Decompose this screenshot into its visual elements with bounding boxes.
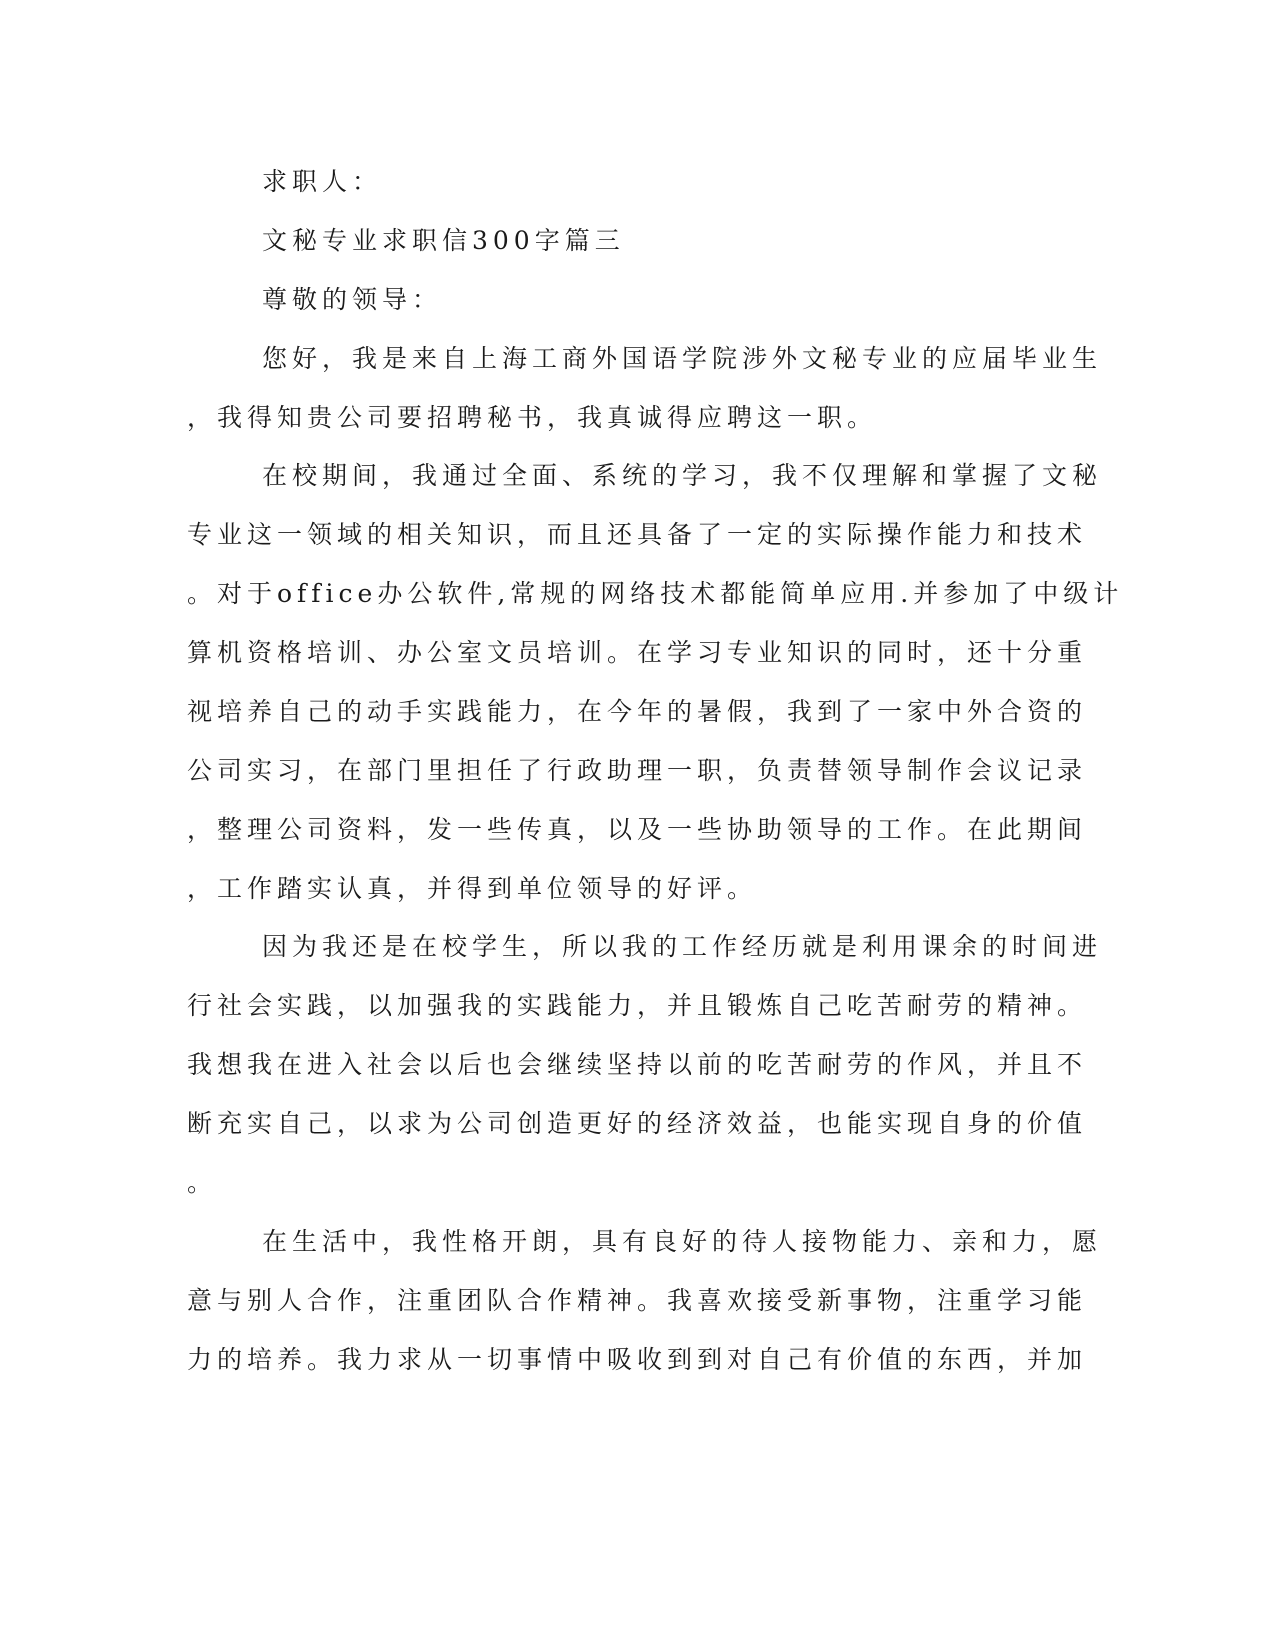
paragraph-line: 行社会实践，以加强我的实践能力，并且锻炼自己吃苦耐劳的精神。 <box>187 991 1088 1020</box>
paragraph-line: 断充实自己，以求为公司创造更好的经济效益，也能实现自身的价值 <box>187 1109 1088 1138</box>
paragraph-line: 。对于office办公软件,常规的网络技术都能简单应用.并参加了中级计 <box>187 579 1124 608</box>
paragraph-line: 您好，我是来自上海工商外国语学院涉外文秘专业的应届毕业生 <box>262 344 1103 373</box>
paragraph-line: 力的培养。我力求从一切事情中吸收到到对自己有价值的东西，并加 <box>187 1345 1088 1374</box>
paragraph-line: 在校期间，我通过全面、系统的学习，我不仅理解和掌握了文秘 <box>262 461 1103 490</box>
paragraph-line: 。 <box>187 1168 218 1197</box>
paragraph-line: ，工作踏实认真，并得到单位领导的好评。 <box>187 874 758 903</box>
paragraph-line: 视培养自己的动手实践能力，在今年的暑假，我到了一家中外合资的 <box>187 697 1088 726</box>
paragraph-line: 因为我还是在校学生，所以我的工作经历就是利用课余的时间进 <box>262 932 1103 961</box>
paragraph-line: 意与别人合作，注重团队合作精神。我喜欢接受新事物，注重学习能 <box>187 1286 1088 1315</box>
paragraph-line: 专业这一领域的相关知识，而且还具备了一定的实际操作能力和技术 <box>187 520 1088 549</box>
paragraph-line: 公司实习，在部门里担任了行政助理一职，负责替领导制作会议记录 <box>187 756 1088 785</box>
paragraph-line: 我想我在进入社会以后也会继续坚持以前的吃苦耐劳的作风，并且不 <box>187 1050 1088 1079</box>
salutation: 尊敬的领导： <box>262 285 443 314</box>
paragraph-line: ，我得知贵公司要招聘秘书，我真诚得应聘这一职。 <box>187 403 878 432</box>
paragraph-line: ，整理公司资料，发一些传真，以及一些协助领导的工作。在此期间 <box>187 815 1088 844</box>
paragraph-line: 算机资格培训、办公室文员培训。在学习专业知识的同时，还十分重 <box>187 638 1088 667</box>
section-title: 文秘专业求职信300字篇三 <box>262 226 625 255</box>
signature-label: 求职人： <box>262 167 383 196</box>
paragraph-line: 在生活中，我性格开朗，具有良好的待人接物能力、亲和力，愿 <box>262 1227 1103 1256</box>
